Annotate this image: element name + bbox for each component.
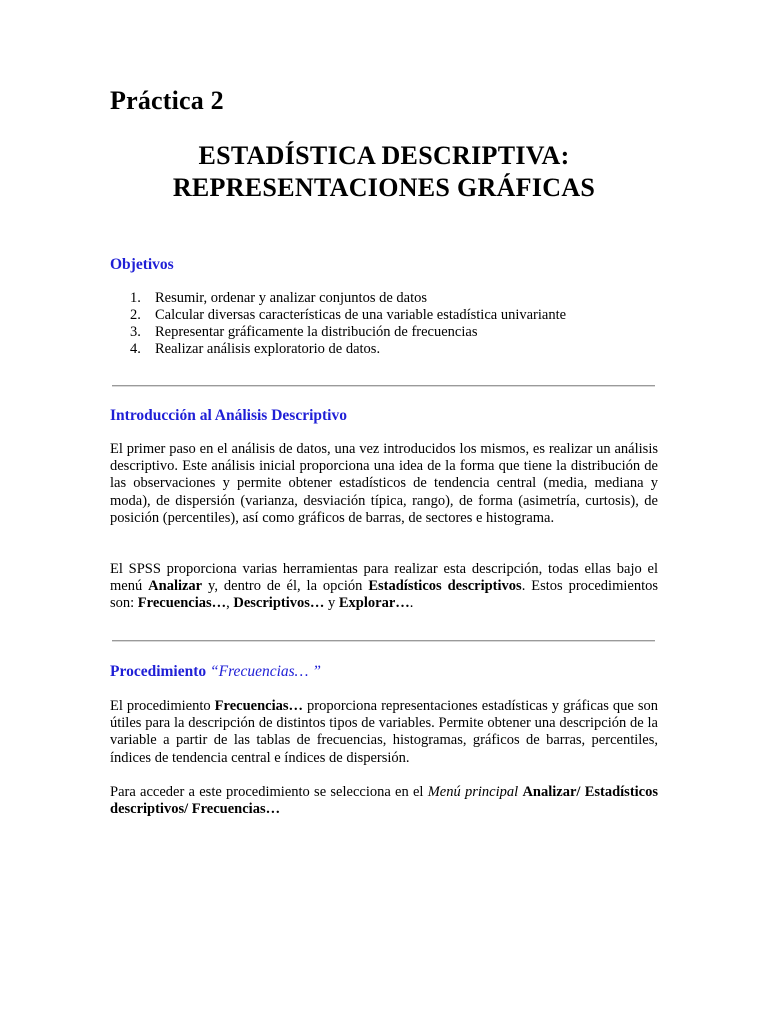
title-line-2: REPRESENTACIONES GRÁFICAS	[172, 173, 596, 202]
procedure-paragraph-2: Para acceder a este procedimiento se selecciona en el Menú principal Analizar/ Estadísticos descriptivos/ Frecuencias…	[110, 784, 659, 818]
intro-heading: Introducción al Análisis Descriptivo	[110, 407, 347, 424]
list-item	[110, 290, 566, 307]
list-text: Realizar análisis exploratorio de datos.	[155, 341, 381, 357]
list-text: Representar gráficamente la distribución de frecuencias	[155, 324, 478, 340]
procedure-descriptivos: Descriptivos…	[233, 595, 325, 612]
list-number: 1.	[130, 290, 141, 306]
list-item	[110, 341, 566, 358]
list-number: 2.	[130, 307, 141, 323]
list-number: 3.	[130, 324, 141, 340]
menu-path: Analizar/ Estadísticos descriptivos/ Frecuencias…	[110, 784, 659, 818]
procedure-explorar: Explorar…	[338, 595, 410, 612]
menu-analizar: Analizar	[148, 578, 203, 595]
list-text: Resumir, ordenar y analizar conjuntos de datos	[155, 290, 428, 306]
procedure-frecuencias: Frecuencias…	[137, 595, 227, 612]
section-divider	[112, 640, 655, 642]
objectives-list	[110, 290, 566, 358]
procedure-frecuencias: Frecuencias…	[214, 698, 303, 714]
title-line-1: ESTADÍSTICA DESCRIPTIVA:	[198, 141, 570, 170]
menu-principal: Menú principal	[427, 784, 519, 800]
intro-paragraph-1: El primer paso en el análisis de datos, una vez introducidos los mismos, es realizar un análisis descriptivo. Este análisis inicial proporciona una idea de la forma que tiene la distribución de las observaciones y permite obtener estadísticos de tendencia central (media, mediana y moda), de dispersión (varianza, desviación típica, rango), de forma (asimetría, curtosis), de posición (percentiles), así como gráficos de barras, de sectores e histograma.	[110, 441, 658, 526]
procedure-heading: Procedimiento “Frecuencias… ”	[110, 663, 321, 680]
objectives-heading: Objetivos	[110, 256, 174, 273]
intro-paragraph-2: El SPSS proporciona varias herramientas para realizar esta descripción, todas ellas bajo el menú Analizar y, dentro de él, la opción Estadísticos descriptivos. Estos procedimientos son: Frecuencias…, Descriptivos… y Explorar….	[110, 561, 658, 612]
practice-number: Práctica 2	[110, 86, 224, 115]
list-text: Calcular diversas características de una variable estadística univariante	[155, 307, 567, 323]
procedure-paragraph-1: El procedimiento Frecuencias… proporciona representaciones estadísticas y gráficas que son útiles para la descripción de distintos tipos de variables. Permite obtener una descripción de la variable a partir de las tablas de frecuencias, histogramas, gráficos de barras, percentiles, índices de tendencia central e índices de dispersión.	[110, 698, 658, 766]
list-number: 4.	[130, 341, 141, 357]
document-title	[0, 140, 768, 204]
list-item	[110, 307, 566, 324]
list-item	[110, 324, 566, 341]
section-divider	[112, 385, 655, 387]
option-estadisticos-descriptivos: Estadísticos descriptivos	[368, 578, 522, 595]
